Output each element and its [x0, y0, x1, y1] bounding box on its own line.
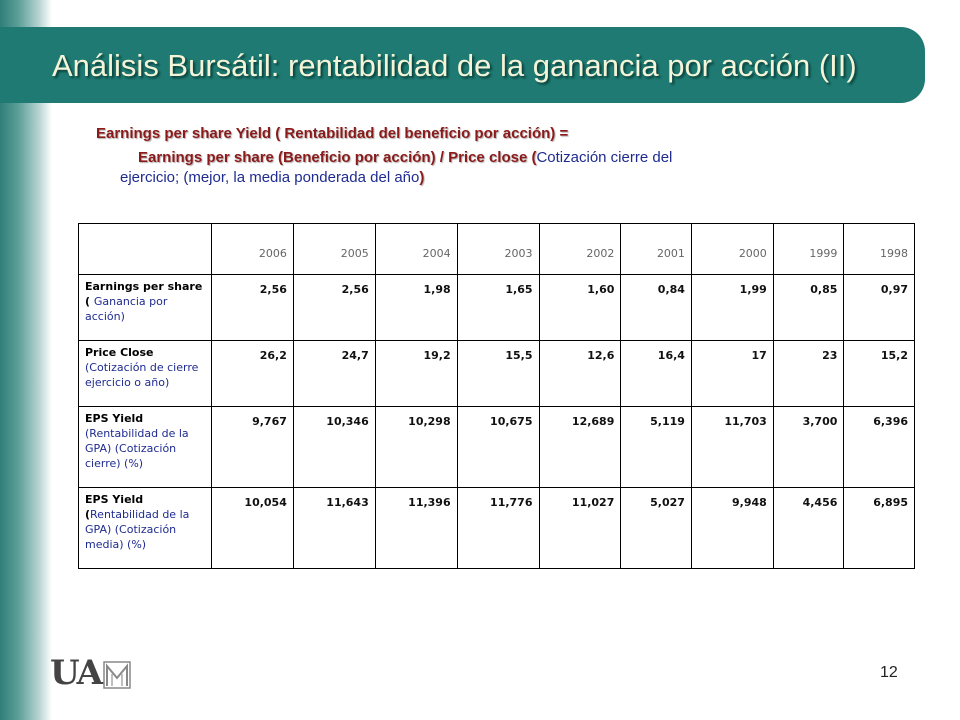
table-header-row — [79, 224, 915, 275]
formula-line3-end: ) — [419, 169, 425, 186]
table-cell: 2,56 — [212, 275, 294, 341]
page-number: 12 — [880, 664, 898, 681]
year-header: 2006 — [212, 224, 294, 275]
year-header: 2005 — [293, 224, 375, 275]
year-header: 2003 — [457, 224, 539, 275]
table-cell: 10,346 — [293, 407, 375, 488]
table-cell: 1,65 — [457, 275, 539, 341]
year-header: 2001 — [621, 224, 692, 275]
table-cell: 10,054 — [212, 488, 294, 569]
slide-title: Análisis Bursátil: rentabilidad de la ganancia por acción (II) — [52, 48, 857, 83]
table-cell: 11,396 — [375, 488, 457, 569]
table-cell: 19,2 — [375, 341, 457, 407]
table-cell: 15,2 — [844, 341, 915, 407]
table-cell: 0,97 — [844, 275, 915, 341]
table-cell: 11,703 — [691, 407, 773, 488]
uam-m-emblem-icon — [103, 660, 131, 690]
table-cell: 16,4 — [621, 341, 692, 407]
row-label — [79, 407, 212, 488]
year-header: 2000 — [691, 224, 773, 275]
table-cell: 11,776 — [457, 488, 539, 569]
formula-text — [96, 124, 856, 188]
table-cell: 6,895 — [844, 488, 915, 569]
table-corner-cell — [79, 224, 212, 275]
row-label-sub: Rentabilidad de la GPA) (Cotización media) (%) — [85, 508, 190, 551]
row-label — [79, 488, 212, 569]
left-edge-gradient — [0, 0, 52, 720]
formula-line1: Earnings per share Yield ( Rentabilidad del beneficio por acción) = — [96, 125, 569, 142]
table-row — [79, 488, 915, 569]
formula-line3-blue: ejercicio; (mejor, la media ponderada del año — [120, 169, 420, 186]
table-cell: 11,643 — [293, 488, 375, 569]
row-label-main: EPS Yield — [85, 412, 144, 425]
table-cell: 2,56 — [293, 275, 375, 341]
table-row — [79, 341, 915, 407]
table-cell: 10,298 — [375, 407, 457, 488]
year-header: 2004 — [375, 224, 457, 275]
year-header: 1998 — [844, 224, 915, 275]
table-row — [79, 407, 915, 488]
table-cell: 10,675 — [457, 407, 539, 488]
formula-line2-bold: Earnings per share (Beneficio por acción) / Price close ( — [138, 149, 537, 166]
row-label-sub: (Cotización de cierre ejercicio o año) — [85, 361, 199, 389]
table-cell: 0,85 — [773, 275, 844, 341]
year-header: 1999 — [773, 224, 844, 275]
row-label-sub: (Rentabilidad de la GPA) (Cotización cierre) (%) — [85, 427, 189, 470]
table-cell: 11,027 — [539, 488, 621, 569]
row-label — [79, 275, 212, 341]
uam-logo — [50, 653, 131, 693]
table-cell: 12,689 — [539, 407, 621, 488]
table-cell: 6,396 — [844, 407, 915, 488]
table-cell: 5,119 — [621, 407, 692, 488]
table-cell: 1,98 — [375, 275, 457, 341]
year-header: 2002 — [539, 224, 621, 275]
eps-table-container — [78, 223, 915, 569]
eps-table — [78, 223, 915, 569]
table-cell: 9,767 — [212, 407, 294, 488]
uam-logo-text: UA — [50, 653, 101, 693]
table-cell: 26,2 — [212, 341, 294, 407]
formula-line3 — [96, 168, 856, 188]
table-cell: 23 — [773, 341, 844, 407]
table-cell: 12,6 — [539, 341, 621, 407]
formula-line2-blue: Cotización cierre del — [536, 149, 673, 166]
table-cell: 1,60 — [539, 275, 621, 341]
table-cell: 17 — [691, 341, 773, 407]
formula-line2 — [96, 148, 856, 168]
table-cell: 1,99 — [691, 275, 773, 341]
row-label — [79, 341, 212, 407]
row-label-main: Earnings per share ( — [85, 280, 203, 308]
table-cell: 15,5 — [457, 341, 539, 407]
row-label-main: EPS Yield ( — [85, 493, 144, 521]
table-cell: 9,948 — [691, 488, 773, 569]
table-cell: 24,7 — [293, 341, 375, 407]
row-label-main: Price Close — [85, 346, 154, 359]
table-cell: 3,700 — [773, 407, 844, 488]
table-cell: 5,027 — [621, 488, 692, 569]
table-cell: 0,84 — [621, 275, 692, 341]
table-cell: 4,456 — [773, 488, 844, 569]
table-row — [79, 275, 915, 341]
row-label-sub: Ganancia por acción) — [85, 295, 168, 323]
